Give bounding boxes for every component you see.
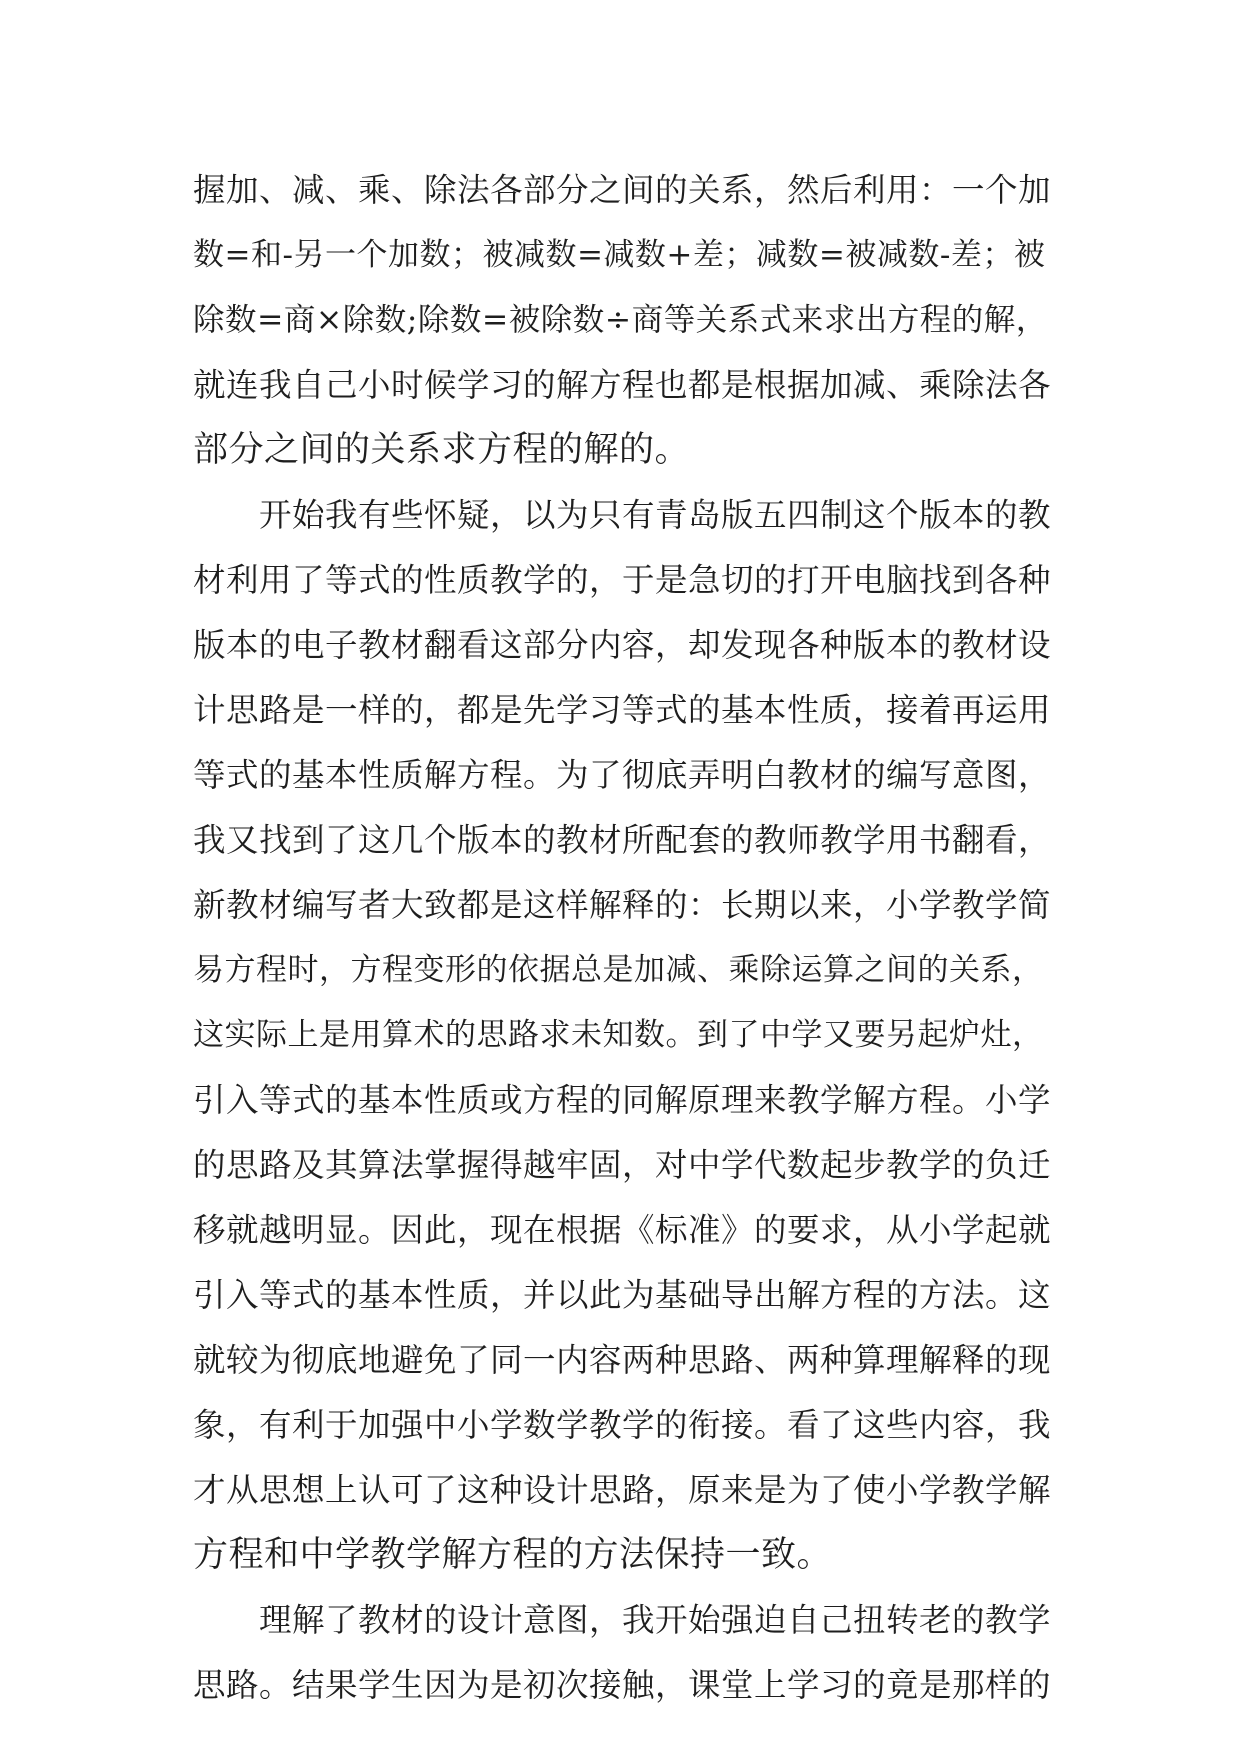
text-line: 握加、减、乘、除法各部分之间的关系，然后利用：一个加	[193, 171, 1052, 209]
text-line: 就较为彻底地避免了同一内容两种思路、两种算理解释的现	[193, 1341, 1052, 1379]
text-line: 移就越明显。因此，现在根据《标准》的要求，从小学起就	[193, 1211, 1052, 1249]
text-line: 易方程时，方程变形的依据总是加减、乘除运算之间的关系，	[193, 952, 1044, 988]
text-line: 才从思想上认可了这种设计思路，原来是为了使小学教学解	[193, 1471, 1052, 1509]
text-line: 数=和-另一个加数；被减数=减数+差；减数=被减数-差；被	[193, 237, 1046, 273]
text-line: 方程和中学教学解方程的方法保持一致。	[193, 1535, 833, 1575]
text-line: 的思路及其算法掌握得越牢固，对中学代数起步教学的负迁	[193, 1146, 1052, 1184]
text-line: 等式的基本性质解方程。为了彻底弄明白教材的编写意图，	[193, 756, 1052, 794]
text-line: 引入等式的基本性质或方程的同解原理来教学解方程。小学	[193, 1081, 1052, 1119]
text-line: 部分之间的关系求方程的解的。	[193, 430, 691, 470]
text-line: 计思路是一样的，都是先学习等式的基本性质，接着再运用	[193, 691, 1052, 729]
paragraph	[193, 1588, 1055, 1718]
text-line: 就连我自己小时候学习的解方程也都是根据加减、乘除法各	[193, 366, 1052, 404]
text-line: 这实际上是用算术的思路求未知数。到了中学又要另起炉灶，	[193, 1017, 1044, 1053]
text-line: 引入等式的基本性质，并以此为基础导出解方程的方法。这	[193, 1276, 1052, 1314]
paragraph	[193, 158, 1055, 483]
body-text	[193, 158, 1055, 1718]
text-line: 思路。结果学生因为是初次接触，课堂上学习的竟是那样的	[193, 1666, 1052, 1704]
text-line: 开始我有些怀疑，以为只有青岛版五四制这个版本的教	[259, 496, 1052, 534]
text-line: 我又找到了这几个版本的教材所配套的教师教学用书翻看，	[193, 821, 1052, 859]
paragraph	[193, 483, 1055, 1588]
text-line: 除数=商×除数;除数=被除数÷商等关系式来求出方程的解，	[193, 302, 1048, 338]
text-line: 象，有利于加强中小学数学教学的衔接。看了这些内容，我	[193, 1406, 1052, 1444]
text-line: 新教材编写者大致都是这样解释的：长期以来，小学教学简	[193, 886, 1052, 924]
text-line: 材利用了等式的性质教学的，于是急切的打开电脑找到各种	[193, 561, 1052, 599]
text-line: 版本的电子教材翻看这部分内容，却发现各种版本的教材设	[193, 626, 1052, 664]
text-line: 理解了教材的设计意图，我开始强迫自己扭转老的教学	[259, 1601, 1052, 1639]
